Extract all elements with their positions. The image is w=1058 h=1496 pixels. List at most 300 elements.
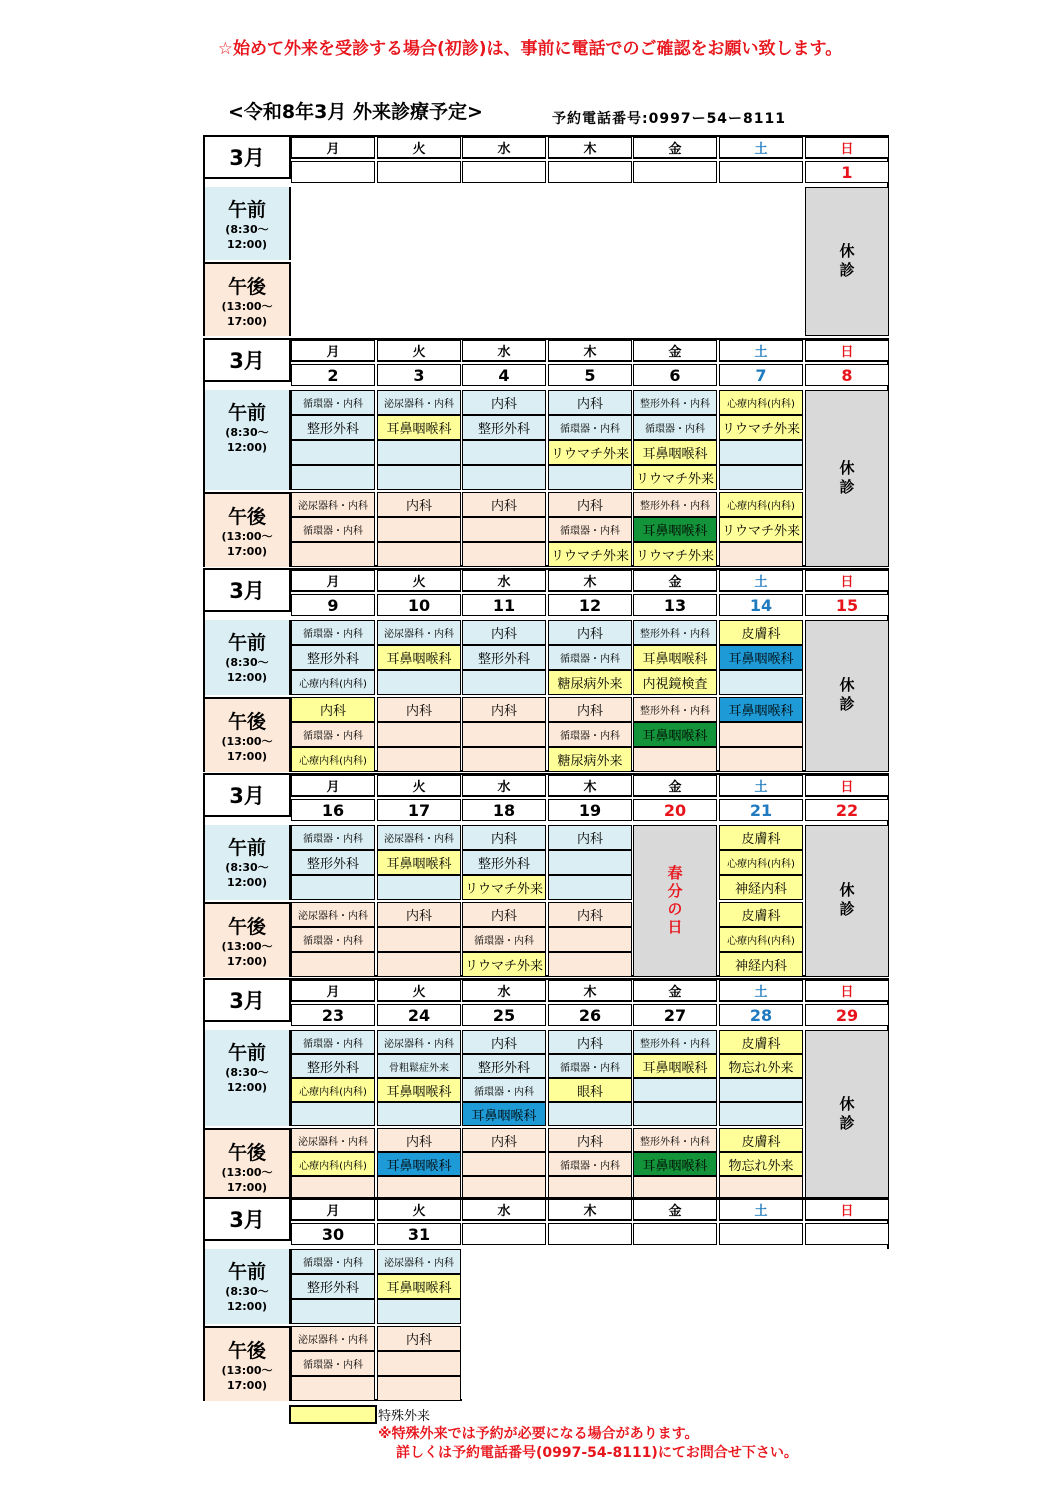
weekday-header: 金 <box>633 1199 717 1221</box>
department-label: 皮膚科 <box>741 832 781 847</box>
department-label: 循環器・内科 <box>560 1160 620 1172</box>
morning-session-label <box>205 187 291 260</box>
session-name: 午前 <box>227 199 266 221</box>
department-label: 内科 <box>576 1036 603 1052</box>
schedule-cell <box>633 1128 717 1152</box>
department-label: 循環器・内科 <box>303 629 363 640</box>
weekday-header: 木 <box>548 775 632 797</box>
department-label: 内科 <box>576 909 603 924</box>
schedule-cell <box>462 415 546 440</box>
department-label: 泌尿器科・内科 <box>384 399 454 410</box>
sunday-closed <box>805 825 889 977</box>
schedule-cell <box>291 390 375 415</box>
department-label: 内科 <box>490 499 517 514</box>
weekday-header: 水 <box>462 1199 546 1221</box>
schedule-cell <box>462 1102 546 1126</box>
session-time: (8:30～ <box>225 656 269 669</box>
department-label: リウマチ外来 <box>721 422 800 437</box>
department-label: 整形外科 <box>306 652 359 667</box>
schedule-cell <box>377 670 461 695</box>
week-block-5 <box>203 978 889 1200</box>
closed-label: 休診 <box>837 459 856 498</box>
schedule-cell <box>291 952 375 977</box>
schedule-cell <box>291 902 375 927</box>
department-label: 皮膚科 <box>741 909 781 924</box>
session-time: (8:30～ <box>225 1066 269 1079</box>
schedule-cell <box>548 1102 632 1126</box>
schedule-cell <box>633 670 717 695</box>
department-label: 整形外科・内科 <box>640 706 710 717</box>
date-cell: 12 <box>548 594 632 616</box>
sunday-closed <box>805 390 889 567</box>
schedule-cell <box>291 722 375 747</box>
department-label: 循環器・内科 <box>303 731 363 742</box>
department-label: 整形外科 <box>306 857 359 872</box>
date-cell: 24 <box>377 1004 461 1026</box>
department-label: 内科 <box>490 832 517 847</box>
department-label: 内科 <box>576 704 603 719</box>
weekday-header: 火 <box>377 1199 461 1221</box>
schedule-cell <box>719 620 803 645</box>
weekday-header: 金 <box>633 570 717 592</box>
department-label: 内科 <box>405 909 432 924</box>
schedule-cell <box>462 390 546 415</box>
schedule-cell <box>291 440 375 465</box>
department-label: 循環器・内科 <box>303 1258 363 1269</box>
department-label: 心療内科(内科) <box>299 756 367 767</box>
schedule-cell <box>462 1152 546 1176</box>
department-label: 糖尿病外来 <box>557 677 623 692</box>
session-time: (13:00～ <box>221 940 273 953</box>
schedule-cell <box>462 492 546 517</box>
department-label: 耳鼻咽喉科 <box>471 1108 537 1124</box>
date-cell: 30 <box>291 1223 375 1245</box>
department-label: リウマチ外来 <box>635 472 714 487</box>
schedule-cell <box>633 440 717 465</box>
department-label: 循環器・内科 <box>645 424 705 435</box>
department-label: 循環器・内科 <box>474 936 534 947</box>
schedule-cell <box>548 747 632 772</box>
date-cell: 21 <box>719 799 803 821</box>
session-time: (13:00～ <box>221 1364 273 1377</box>
date-cell: 18 <box>462 799 546 821</box>
session-time: 17:00) <box>226 545 268 558</box>
schedule-cell <box>719 1128 803 1152</box>
department-label: 耳鼻咽喉科 <box>728 704 794 719</box>
date-cell <box>548 161 632 183</box>
department-label: 泌尿器科・内科 <box>384 834 454 845</box>
date-cell: 16 <box>291 799 375 821</box>
department-label: 心療内科(内科) <box>299 1160 367 1172</box>
date-cell <box>633 1223 717 1245</box>
department-label: 内科 <box>576 1134 603 1150</box>
session-time: (13:00～ <box>221 300 273 313</box>
department-label: 糖尿病外来 <box>557 754 623 769</box>
department-label: 泌尿器科・内科 <box>384 1258 454 1269</box>
schedule-cell <box>633 542 717 567</box>
schedule-cell <box>719 952 803 977</box>
schedule-cell <box>377 850 461 875</box>
department-label: 整形外科 <box>477 422 530 437</box>
weekday-header: 金 <box>633 775 717 797</box>
department-label: リウマチ外来 <box>635 549 714 564</box>
session-time: 12:00) <box>226 1300 268 1313</box>
department-label: 耳鼻咽喉科 <box>642 1060 708 1076</box>
morning-session-label <box>205 1249 291 1324</box>
schedule-cell <box>633 747 717 772</box>
department-label: 整形外科 <box>477 857 530 872</box>
schedule-cell <box>462 645 546 670</box>
department-label: 循環器・内科 <box>303 526 363 537</box>
department-label: 循環器・内科 <box>560 654 620 665</box>
weekday-header: 月 <box>291 137 375 159</box>
schedule-cell <box>377 1152 461 1176</box>
weekday-header: 土 <box>719 570 803 592</box>
department-label: 内科 <box>576 499 603 514</box>
schedule-cell <box>291 1376 375 1401</box>
department-label: 耳鼻咽喉科 <box>642 1158 708 1174</box>
schedule-cell <box>291 1152 375 1176</box>
session-name: 午前 <box>227 1261 266 1283</box>
date-cell: 8 <box>805 364 889 386</box>
weekday-header: 日 <box>805 570 889 592</box>
session-time: 12:00) <box>226 238 268 251</box>
date-cell: 3 <box>377 364 461 386</box>
date-cell: 11 <box>462 594 546 616</box>
session-time: 12:00) <box>226 876 268 889</box>
reservation-phone: 予約電話番号:0997ー54ー8111 <box>552 111 787 127</box>
schedule-cell <box>548 1030 632 1054</box>
department-label: 骨粗鬆症外来 <box>389 1062 449 1074</box>
schedule-cell <box>719 517 803 542</box>
session-time: (8:30～ <box>225 861 269 874</box>
department-label: 循環器・内科 <box>303 936 363 947</box>
schedule-cell <box>719 697 803 722</box>
schedule-cell <box>633 620 717 645</box>
schedule-cell <box>548 465 632 490</box>
department-label: 泌尿器科・内科 <box>384 1038 454 1050</box>
schedule-cell <box>462 927 546 952</box>
weekday-header: 木 <box>548 980 632 1002</box>
afternoon-session-label <box>205 1326 291 1401</box>
schedule-cell <box>548 697 632 722</box>
department-label: 内科 <box>576 627 603 642</box>
weekday-header: 水 <box>462 340 546 362</box>
date-cell: 13 <box>633 594 717 616</box>
schedule-cell <box>719 492 803 517</box>
session-time: 12:00) <box>226 1081 268 1094</box>
schedule-cell <box>291 747 375 772</box>
schedule-cell <box>377 1078 461 1102</box>
schedule-cell <box>548 1128 632 1152</box>
week-block-1 <box>203 135 889 336</box>
schedule-cell <box>291 542 375 567</box>
date-cell: 2 <box>291 364 375 386</box>
reservation-note: ※特殊外来では予約が必要になる場合があります。 <box>378 1426 699 1442</box>
department-label: 耳鼻咽喉科 <box>386 652 452 667</box>
schedule-cell <box>291 850 375 875</box>
schedule-cell <box>377 1326 461 1351</box>
schedule-cell <box>719 1152 803 1176</box>
department-label: 整形外科 <box>477 1060 530 1076</box>
weekday-header: 火 <box>377 137 461 159</box>
schedule-cell <box>377 875 461 900</box>
schedule-cell <box>548 1152 632 1176</box>
department-label: 心療内科(内科) <box>299 1086 367 1098</box>
department-label: 泌尿器科・内科 <box>298 911 368 922</box>
schedule-cell <box>462 875 546 900</box>
morning-session-label <box>205 825 291 900</box>
date-cell <box>462 1223 546 1245</box>
schedule-cell <box>291 697 375 722</box>
session-name: 午前 <box>227 837 266 859</box>
date-cell: 25 <box>462 1004 546 1026</box>
schedule-cell <box>377 1249 461 1274</box>
schedule-cell <box>633 415 717 440</box>
schedule-cell <box>377 645 461 670</box>
department-label: 耳鼻咽喉科 <box>386 1281 452 1296</box>
date-cell: 1 <box>805 161 889 183</box>
schedule-cell <box>462 722 546 747</box>
closed-label: 休診 <box>837 677 856 715</box>
department-label: 耳鼻咽喉科 <box>642 729 708 744</box>
special-clinic-swatch <box>289 1405 377 1424</box>
schedule-cell <box>719 1102 803 1126</box>
weekday-header: 月 <box>291 775 375 797</box>
schedule-cell <box>719 850 803 875</box>
schedule-cell <box>633 722 717 747</box>
department-label: 内科 <box>490 397 517 412</box>
afternoon-session-label <box>205 262 291 336</box>
weekday-header: 木 <box>548 340 632 362</box>
schedule-cell <box>633 1102 717 1126</box>
afternoon-session-label <box>205 492 291 567</box>
schedule-cell <box>377 1274 461 1299</box>
department-label: 内科 <box>490 627 517 642</box>
schedule-cell <box>719 670 803 695</box>
schedule-cell <box>719 1078 803 1102</box>
department-label: 耳鼻咽喉科 <box>386 1158 452 1174</box>
weekday-header: 火 <box>377 775 461 797</box>
schedule-cell <box>377 1102 461 1126</box>
schedule-cell <box>377 465 461 490</box>
weekday-header: 木 <box>548 137 632 159</box>
sunday-closed <box>805 620 889 772</box>
schedule-title: <令和8年3月 外来診療予定> <box>228 101 483 123</box>
date-cell <box>719 161 803 183</box>
schedule-cell <box>633 1054 717 1078</box>
department-label: 整形外科 <box>306 1060 359 1076</box>
session-time: (8:30～ <box>225 426 269 439</box>
schedule-cell <box>377 1376 461 1401</box>
schedule-cell <box>291 492 375 517</box>
department-label: 整形外科・内科 <box>640 1038 710 1050</box>
schedule-cell <box>377 542 461 567</box>
schedule-cell <box>377 1351 461 1376</box>
session-name: 午前 <box>227 402 266 424</box>
schedule-cell <box>377 415 461 440</box>
session-name: 午後 <box>227 276 266 298</box>
department-label: 整形外科・内科 <box>640 501 710 512</box>
schedule-cell <box>548 1078 632 1102</box>
schedule-cell <box>719 825 803 850</box>
department-label: 耳鼻咽喉科 <box>642 652 708 667</box>
session-time: (13:00～ <box>221 1166 273 1179</box>
schedule-cell <box>462 1054 546 1078</box>
schedule-cell <box>719 440 803 465</box>
weekday-header: 水 <box>462 570 546 592</box>
date-cell: 31 <box>377 1223 461 1245</box>
weekday-header: 火 <box>377 570 461 592</box>
schedule-cell <box>548 517 632 542</box>
month-label: 3月 <box>205 570 291 612</box>
schedule-cell <box>719 542 803 567</box>
date-cell: 22 <box>805 799 889 821</box>
schedule-cell <box>377 952 461 977</box>
holiday-label: 春分の日 <box>665 865 684 937</box>
schedule-cell <box>462 620 546 645</box>
schedule-cell <box>291 875 375 900</box>
first-visit-notice: ☆始めて外来を受診する場合(初診)は、事前に電話でのご確認をお願い致します。 <box>217 39 843 59</box>
schedule-cell <box>462 902 546 927</box>
date-cell: 23 <box>291 1004 375 1026</box>
department-label: 内科 <box>576 832 603 847</box>
weekday-header: 水 <box>462 775 546 797</box>
date-cell: 27 <box>633 1004 717 1026</box>
session-time: 17:00) <box>226 955 268 968</box>
schedule-cell <box>719 875 803 900</box>
afternoon-session-label <box>205 697 291 772</box>
schedule-cell <box>291 927 375 952</box>
schedule-cell <box>462 440 546 465</box>
week-block-2 <box>203 338 889 567</box>
schedule-cell <box>719 747 803 772</box>
weekday-header: 土 <box>719 980 803 1002</box>
session-name: 午後 <box>227 1142 266 1164</box>
department-label: 耳鼻咽喉科 <box>386 857 452 872</box>
date-cell <box>291 161 375 183</box>
department-label: 皮膚科 <box>741 627 781 642</box>
afternoon-session-label <box>205 902 291 977</box>
date-cell <box>548 1223 632 1245</box>
schedule-cell <box>548 875 632 900</box>
department-label: 整形外科・内科 <box>640 1136 710 1148</box>
schedule-cell <box>548 850 632 875</box>
department-label: 神経内科 <box>734 882 787 897</box>
session-time: 17:00) <box>226 1379 268 1392</box>
weekday-header: 土 <box>719 775 803 797</box>
schedule-cell <box>548 415 632 440</box>
session-name: 午前 <box>227 632 266 654</box>
department-label: 内科 <box>405 499 432 514</box>
session-time: (13:00～ <box>221 530 273 543</box>
schedule-cell <box>633 517 717 542</box>
schedule-cell <box>291 1030 375 1054</box>
date-cell: 29 <box>805 1004 889 1026</box>
schedule-cell <box>719 390 803 415</box>
session-time: 17:00) <box>226 750 268 763</box>
schedule-cell <box>291 1351 375 1376</box>
schedule-cell <box>719 722 803 747</box>
department-label: 神経内科 <box>734 959 787 974</box>
schedule-cell <box>719 927 803 952</box>
weekday-header: 月 <box>291 340 375 362</box>
schedule-cell <box>462 517 546 542</box>
department-label: 耳鼻咽喉科 <box>642 524 708 539</box>
department-label: 循環器・内科 <box>303 399 363 410</box>
schedule-cell <box>291 1054 375 1078</box>
schedule-cell <box>377 927 461 952</box>
schedule-cell <box>377 1030 461 1054</box>
schedule-cell <box>377 1299 461 1324</box>
schedule-cell <box>548 927 632 952</box>
department-label: 内科 <box>490 704 517 719</box>
schedule-cell <box>291 517 375 542</box>
date-cell <box>719 1223 803 1245</box>
department-label: 内科 <box>490 909 517 924</box>
weekday-header: 火 <box>377 340 461 362</box>
sunday-closed <box>805 1030 889 1200</box>
schedule-cell <box>291 1326 375 1351</box>
department-label: 泌尿器科・内科 <box>298 1136 368 1148</box>
weekday-header: 水 <box>462 137 546 159</box>
schedule-cell <box>377 722 461 747</box>
afternoon-session-label <box>205 1128 291 1200</box>
session-name: 午後 <box>227 506 266 528</box>
weekday-header: 日 <box>805 980 889 1002</box>
date-cell: 5 <box>548 364 632 386</box>
date-cell <box>633 161 717 183</box>
session-time: 12:00) <box>226 441 268 454</box>
department-label: 耳鼻咽喉科 <box>728 652 794 667</box>
schedule-cell <box>291 620 375 645</box>
weekday-header: 月 <box>291 980 375 1002</box>
department-label: 内視鏡検査 <box>642 677 708 692</box>
schedule-cell <box>462 1078 546 1102</box>
schedule-cell <box>377 492 461 517</box>
department-label: 整形外科 <box>306 422 359 437</box>
special-clinic-legend: 特殊外来 <box>378 1409 431 1424</box>
week-block-4 <box>203 773 889 977</box>
schedule-cell <box>291 1102 375 1126</box>
department-label: 皮膚科 <box>741 1134 781 1150</box>
schedule-cell <box>377 1054 461 1078</box>
weekday-header: 木 <box>548 570 632 592</box>
weekday-header: 日 <box>805 1199 889 1221</box>
department-label: 整形外科・内科 <box>640 399 710 410</box>
department-label: 耳鼻咽喉科 <box>642 447 708 462</box>
department-label: リウマチ外来 <box>550 447 629 462</box>
department-label: 眼科 <box>576 1084 603 1100</box>
reservation-note-detail: 詳しくは予約電話番号(0997-54-8111)にてお問合せ下さい。 <box>396 1445 798 1461</box>
weekday-header: 日 <box>805 137 889 159</box>
week-block-6 <box>203 1197 889 1401</box>
morning-session-label <box>205 1030 291 1126</box>
month-label: 3月 <box>205 775 291 817</box>
schedule-cell <box>548 952 632 977</box>
closed-label: 休診 <box>837 1096 856 1134</box>
department-label: 内科 <box>405 704 432 719</box>
schedule-cell <box>291 1128 375 1152</box>
department-label: 泌尿器科・内科 <box>384 629 454 640</box>
closed-label: 休診 <box>837 882 856 920</box>
date-cell: 28 <box>719 1004 803 1026</box>
department-label: 心療内科(内科) <box>727 501 795 512</box>
date-cell: 14 <box>719 594 803 616</box>
weekday-header: 土 <box>719 137 803 159</box>
schedule-cell <box>633 492 717 517</box>
department-label: 内科 <box>576 397 603 412</box>
